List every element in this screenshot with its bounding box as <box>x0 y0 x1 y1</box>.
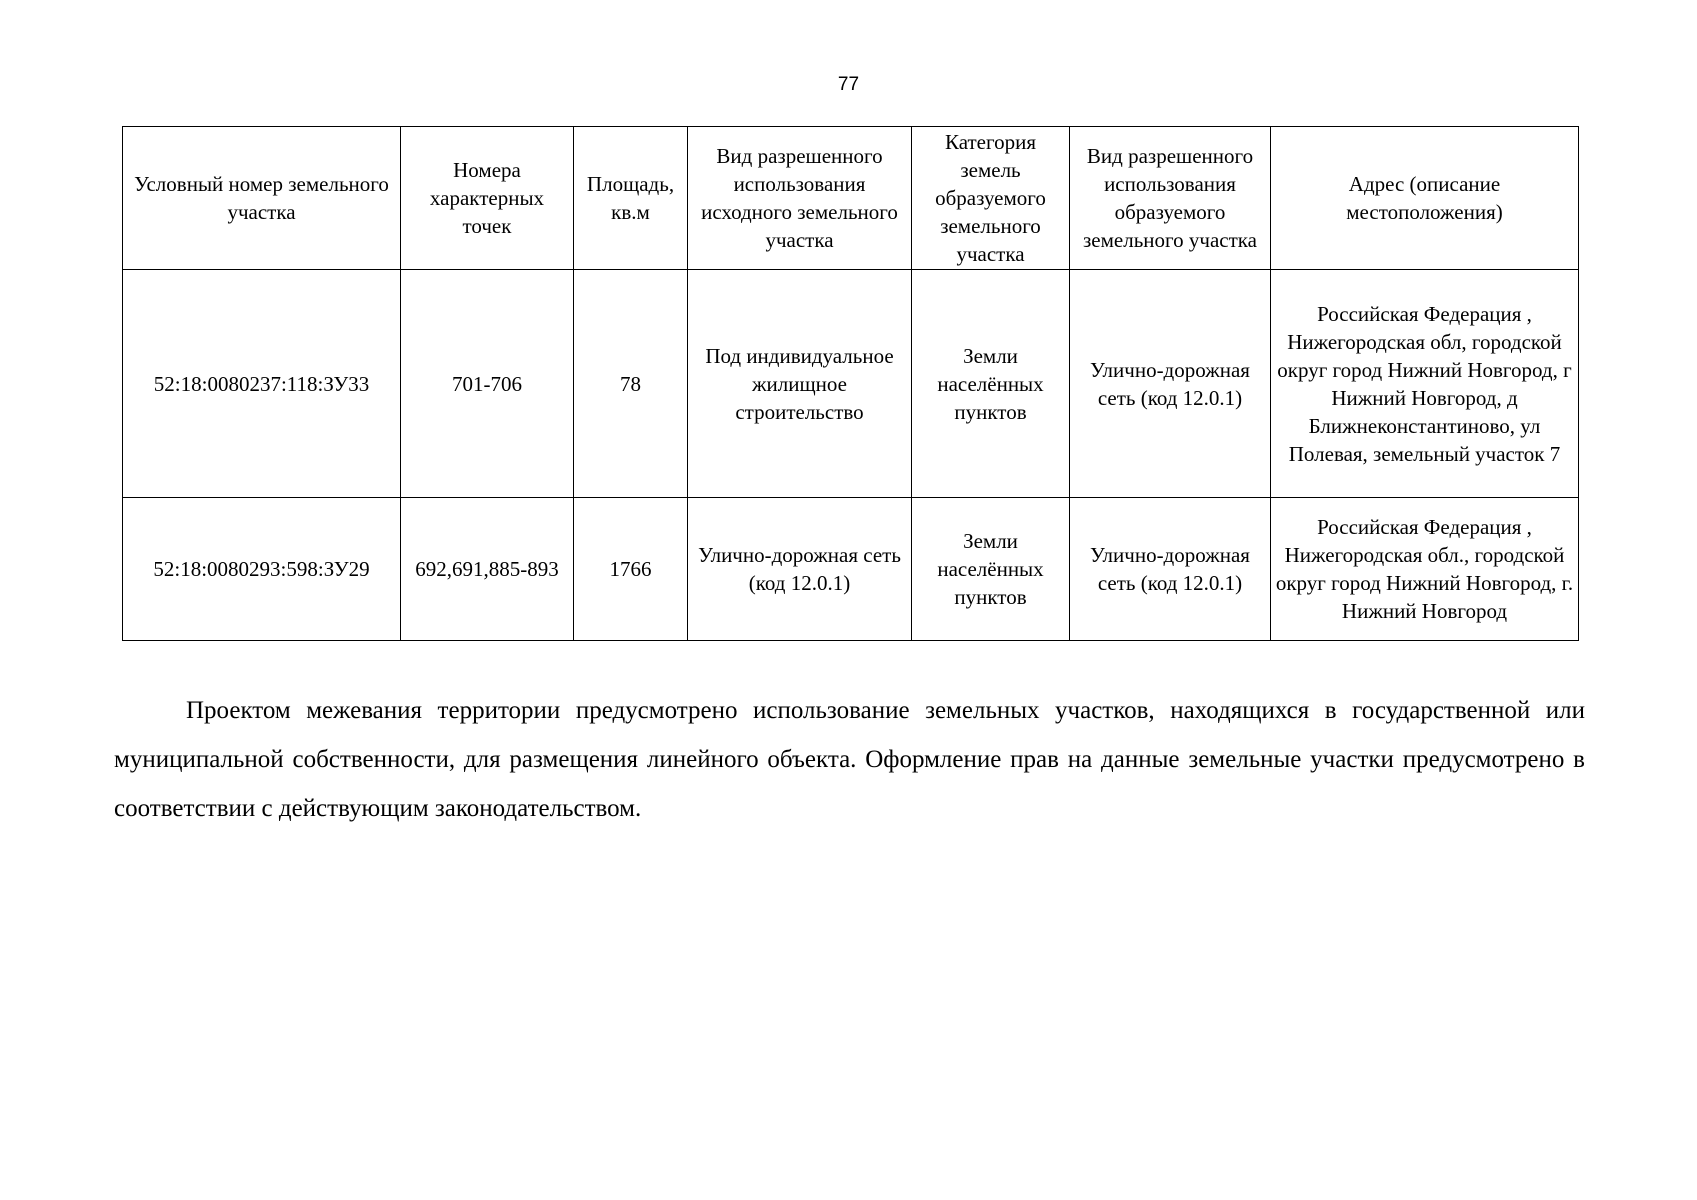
cell-parcel-id: 52:18:0080237:118:ЗУ33 <box>123 270 401 498</box>
cell-points: 692,691,885-893 <box>401 498 574 641</box>
cell-category: Земли населённых пунктов <box>912 498 1070 641</box>
table-header-row <box>123 127 1579 270</box>
table-row <box>123 498 1579 641</box>
table-row <box>123 270 1579 498</box>
cell-area: 78 <box>574 270 688 498</box>
cell-parcel-id: 52:18:0080293:598:ЗУ29 <box>123 498 401 641</box>
land-parcels-table <box>122 126 1579 641</box>
page-number: 77 <box>837 74 860 95</box>
cell-category: Земли населённых пунктов <box>912 270 1070 498</box>
body-paragraph: Проектом межевания территории предусмотрено использование земельных участков, находящихся в государственной или муниципальной собственности, для размещения линейного объекта. Оформление прав на данные земельные участки предусмотрено в соответствии с действующим законодательством. <box>114 697 1585 822</box>
cell-points: 701-706 <box>401 270 574 498</box>
header-original-use: Вид разрешенного использования исходного земельного участка <box>688 127 912 270</box>
header-area: Площадь, кв.м <box>574 127 688 270</box>
cell-address: Российская Федерация , Нижегородская обл, городской округ город Нижний Новгород, г Нижний Новгород, д Ближнеконстантиново, ул Полевая, земельный участок 7 <box>1271 270 1579 498</box>
header-parcel-id: Условный номер земельного участка <box>123 127 401 270</box>
cell-address: Российская Федерация , Нижегородская обл., городской округ город Нижний Новгород, г. Нижний Новгород <box>1271 498 1579 641</box>
cell-original-use: Под индивидуальное жилищное строительство <box>688 270 912 498</box>
cell-new-use: Улично-дорожная сеть (код 12.0.1) <box>1070 270 1271 498</box>
cell-new-use: Улично-дорожная сеть (код 12.0.1) <box>1070 498 1271 641</box>
cell-original-use: Улично-дорожная сеть (код 12.0.1) <box>688 498 912 641</box>
header-new-use: Вид разрешенного использования образуемого земельного участка <box>1070 127 1271 270</box>
cell-area: 1766 <box>574 498 688 641</box>
header-points: Номера характерных точек <box>401 127 574 270</box>
header-category: Категория земель образуемого земельного участка <box>912 127 1070 270</box>
header-address: Адрес (описание местоположения) <box>1271 127 1579 270</box>
